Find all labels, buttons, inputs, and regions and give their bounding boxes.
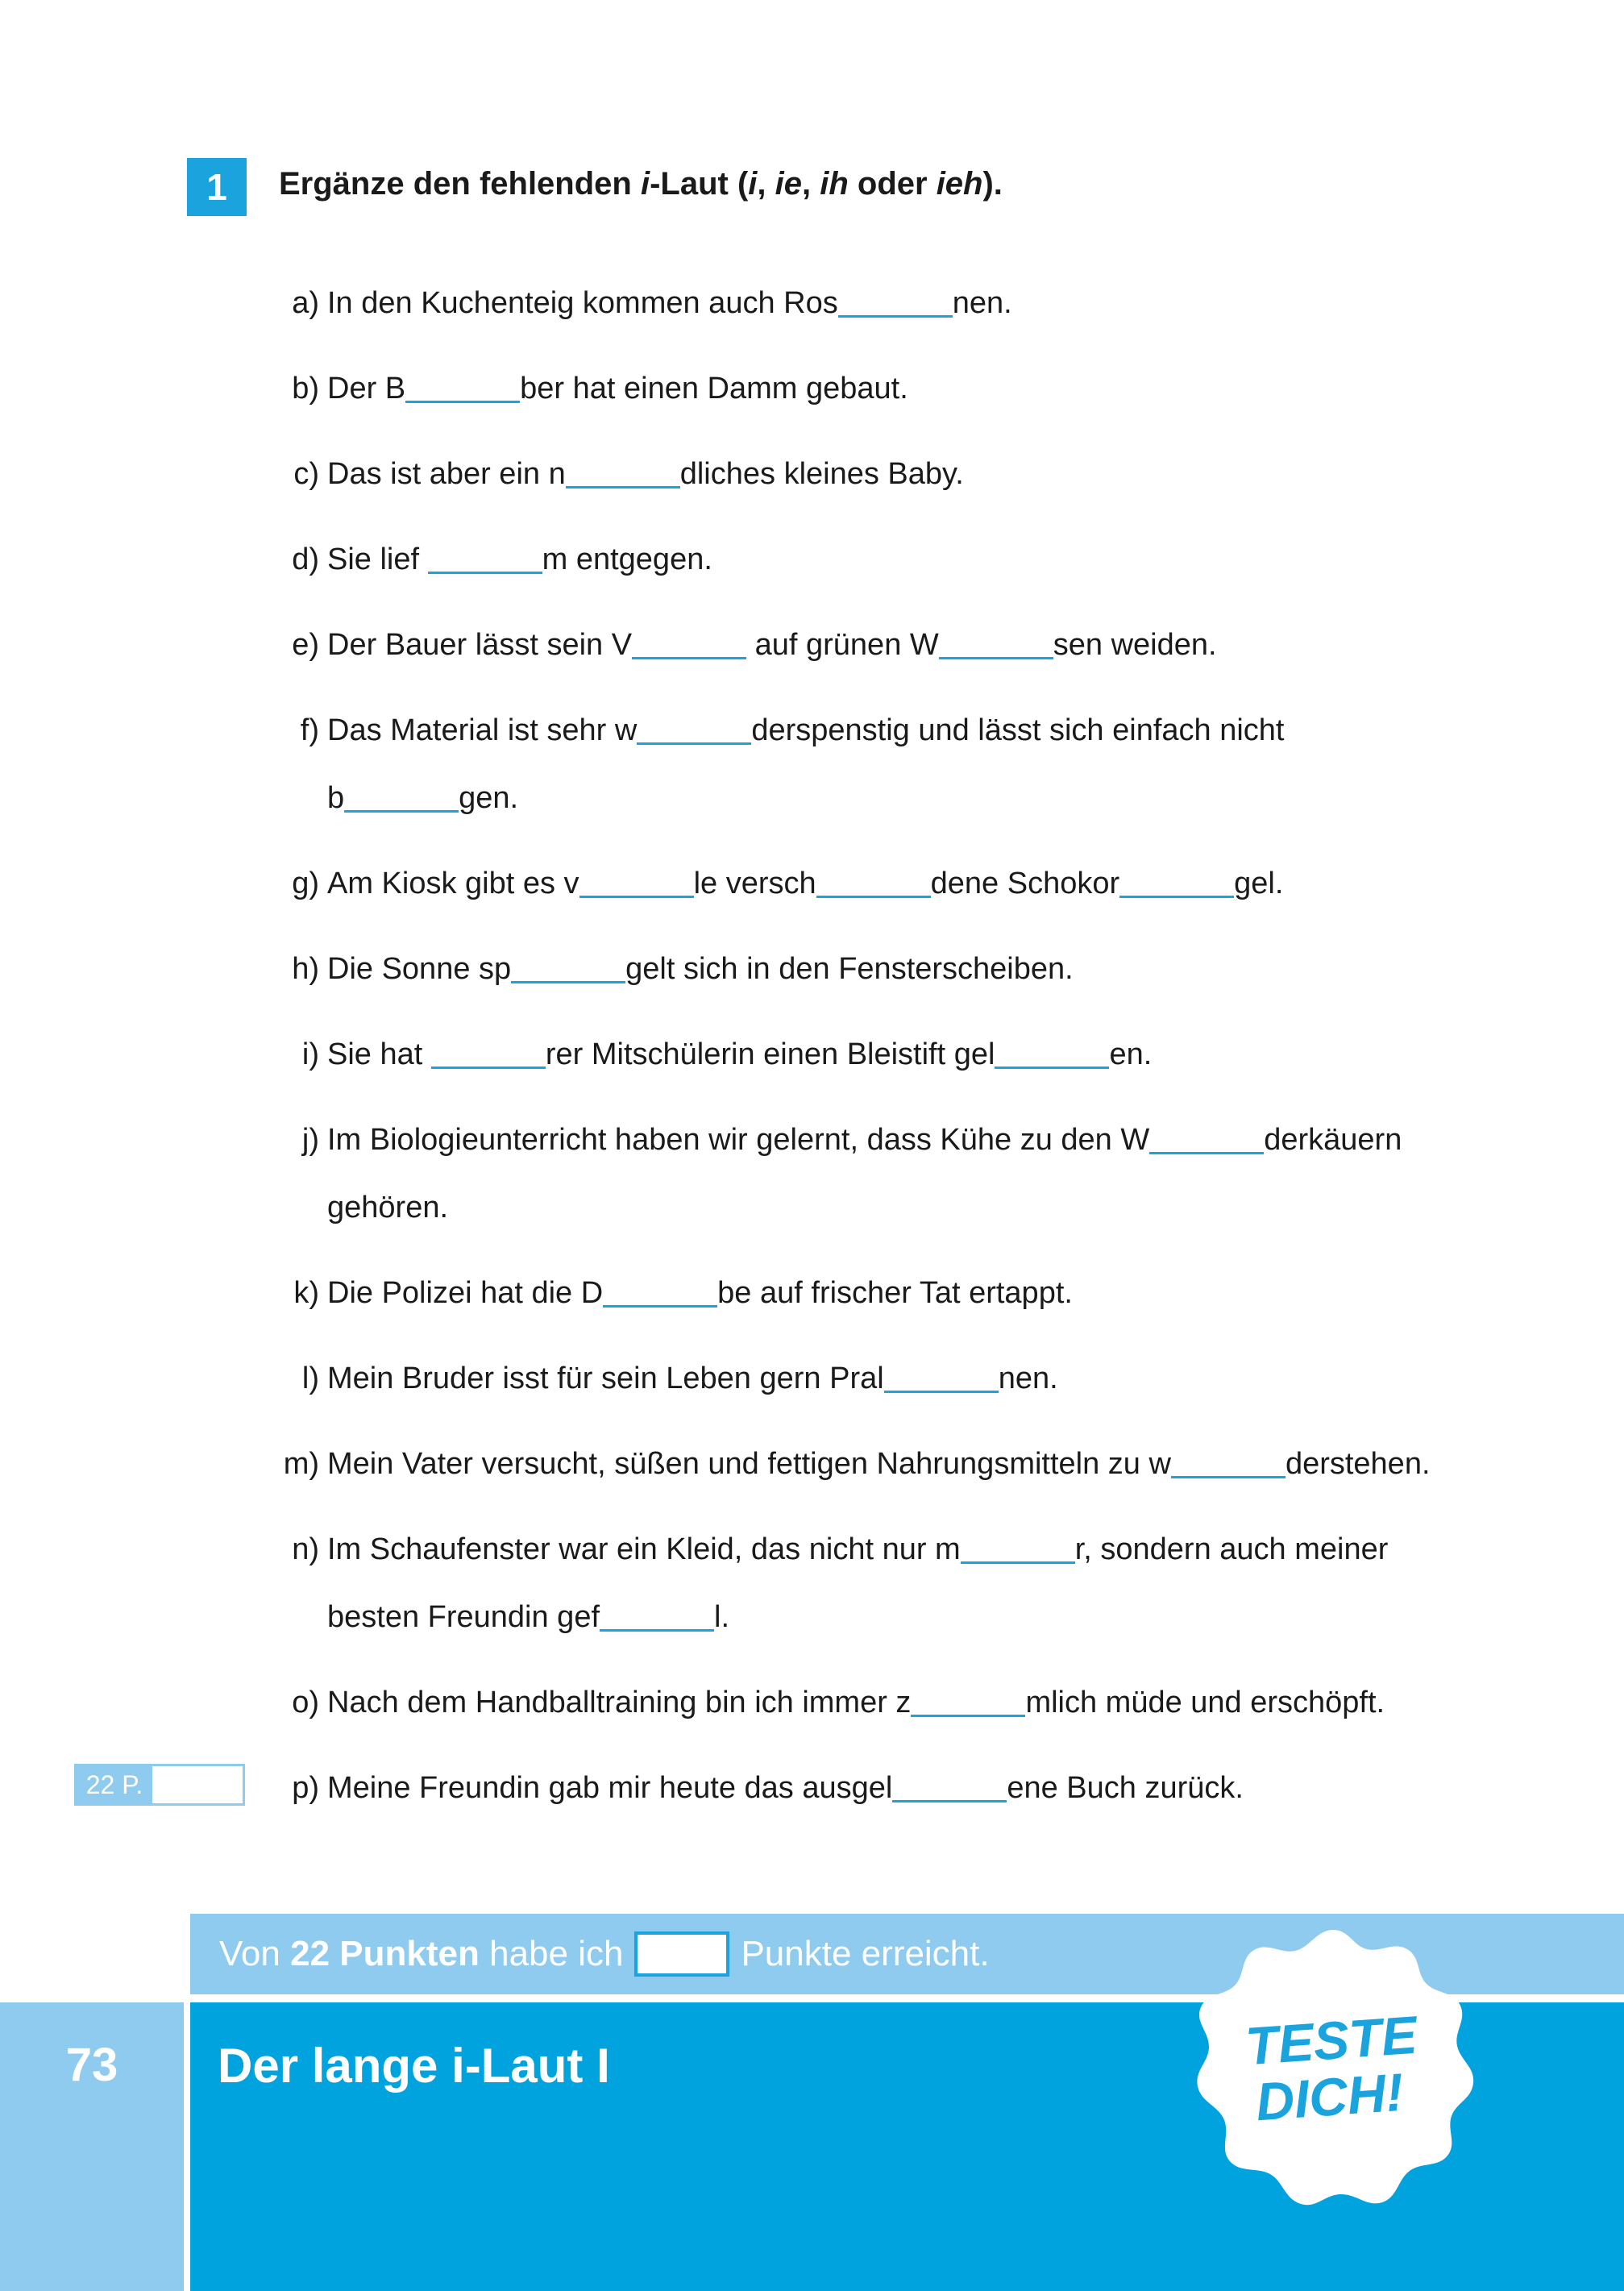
- fill-in-blank[interactable]: [344, 781, 459, 813]
- exercise-label: n): [292, 1532, 319, 1566]
- exercise-line: [266, 935, 1074, 1003]
- score-summary-bar: Von 22 Punkten habe ich Punkte erreicht.: [190, 1914, 1624, 1994]
- exercise-text: gelt sich in den Fensterscheiben.: [625, 952, 1074, 986]
- exercise-line: [266, 1430, 1431, 1498]
- exercise-line: [266, 1754, 1244, 1822]
- fill-in-blank[interactable]: [431, 1037, 546, 1069]
- exercise-text: gehören.: [327, 1191, 449, 1224]
- chapter-title: Der lange i-Laut I: [218, 2039, 610, 2093]
- exercise-item: [266, 1021, 1152, 1088]
- exercise-line: [266, 526, 712, 593]
- exercise-line: [266, 850, 1283, 917]
- exercise-text: ene Buch zurück.: [1007, 1771, 1244, 1805]
- exercise-label: l): [301, 1362, 319, 1395]
- exercise-item: [266, 526, 712, 593]
- exercise-text: ber hat einen Damm gebaut.: [520, 372, 908, 405]
- badge-text-line1: TESTE: [1244, 2004, 1419, 2077]
- exercise-text: Im Biologieunterricht haben wir gelernt, dass Kühe zu den W: [327, 1123, 1150, 1157]
- exercise-text: dene Schokor: [930, 867, 1120, 900]
- fill-in-blank[interactable]: [1171, 1447, 1285, 1478]
- exercise-text: le versch: [693, 867, 816, 900]
- exercise-text: In den Kuchenteig kommen auch Ros: [327, 286, 838, 320]
- teste-dich-badge: [1188, 1922, 1478, 2212]
- fill-in-blank[interactable]: [911, 1686, 1025, 1717]
- exercise-line: [266, 1669, 1385, 1736]
- exercise-text: derkäuern: [1264, 1123, 1402, 1157]
- exercise-item: [266, 1259, 1073, 1327]
- exercise-text: Das Material ist sehr w: [327, 713, 638, 747]
- exercise-label: p): [292, 1771, 319, 1805]
- exercise-item: [266, 935, 1074, 1003]
- exercise-line: [266, 1021, 1152, 1088]
- score-tag: [74, 1764, 245, 1806]
- fill-in-blank[interactable]: [632, 628, 746, 659]
- exercise-text: en.: [1109, 1037, 1153, 1071]
- exercise-text: Mein Vater versucht, süßen und fettigen Nahrungsmitteln zu w: [327, 1447, 1171, 1481]
- exercise-line: [266, 1106, 1402, 1174]
- exercise-line: [266, 269, 1012, 337]
- exercise-item: [266, 1430, 1431, 1498]
- exercise-label: a): [292, 286, 319, 320]
- task-instruction: Ergänze den fehlenden i-Laut (i, ie, ih oder ieh).: [279, 166, 1003, 202]
- score-points-label: 22 P.: [77, 1766, 152, 1803]
- task-number: 1: [187, 158, 247, 216]
- exercise-label: d): [292, 543, 319, 576]
- exercise-text: Sie hat: [327, 1037, 431, 1071]
- exercise-label: h): [292, 952, 319, 986]
- exercise-text: Sie lief: [327, 543, 428, 576]
- fill-in-blank[interactable]: [995, 1037, 1109, 1069]
- exercise-line: [266, 1516, 1388, 1583]
- exercise-text: derstehen.: [1285, 1447, 1431, 1481]
- exercise-label: f): [300, 713, 319, 747]
- exercise-text: dliches kleines Baby.: [679, 457, 964, 491]
- exercise-text: Das ist aber ein n: [327, 457, 566, 491]
- exercise-line: [266, 1259, 1073, 1327]
- fill-in-blank[interactable]: [1149, 1123, 1264, 1154]
- exercise-line: [266, 696, 1285, 764]
- exercise-text: Die Polizei hat die D: [327, 1276, 604, 1310]
- fill-in-blank[interactable]: [939, 628, 1053, 659]
- exercise-line: [266, 355, 908, 422]
- exercise-line: [266, 611, 1217, 679]
- exercise-label: e): [292, 628, 319, 662]
- exercise-text: gen.: [459, 781, 519, 815]
- exercise-text: nen.: [952, 286, 1012, 320]
- exercise-text: l.: [714, 1600, 730, 1634]
- fill-in-blank[interactable]: [405, 372, 520, 403]
- exercise-label: b): [292, 372, 319, 405]
- exercise-text: m entgegen.: [542, 543, 712, 576]
- exercise-label: j): [301, 1123, 319, 1157]
- exercise-item: [266, 1669, 1385, 1736]
- exercise-line: [266, 1583, 1388, 1651]
- exercise-text: Mein Bruder isst für sein Leben gern Pral: [327, 1362, 884, 1395]
- exercise-item: [266, 611, 1217, 679]
- exercise-text: mlich müde und erschöpft.: [1025, 1686, 1385, 1719]
- fill-in-blank[interactable]: [566, 457, 680, 489]
- fill-in-blank[interactable]: [1119, 867, 1234, 898]
- fill-in-blank[interactable]: [961, 1532, 1075, 1564]
- exercise-label: g): [292, 867, 319, 900]
- exercise-text: sen weiden.: [1053, 628, 1217, 662]
- exercise-text: Nach dem Handballtraining bin ich immer z: [327, 1686, 912, 1719]
- exercise-text: derspenstig und lässt sich einfach nicht: [751, 713, 1285, 747]
- exercise-text: Meine Freundin gab mir heute das ausgel: [327, 1771, 893, 1805]
- exercise-text: Im Schaufenster war ein Kleid, das nicht nur m: [327, 1532, 961, 1566]
- exercise-label: m): [283, 1447, 319, 1481]
- exercise-text: Der Bauer lässt sein V: [327, 628, 633, 662]
- exercise-item: [266, 696, 1285, 832]
- exercise-text: Der B: [327, 372, 406, 405]
- fill-in-blank[interactable]: [838, 286, 953, 318]
- score-entry-box[interactable]: [152, 1766, 243, 1803]
- exercise-item: [266, 1754, 1244, 1822]
- exercise-text: besten Freundin gef: [327, 1600, 600, 1634]
- exercise-text: nen.: [998, 1362, 1058, 1395]
- exercise-item: [266, 1516, 1388, 1651]
- exercise-item: [266, 850, 1283, 917]
- exercise-text: gel.: [1234, 867, 1284, 900]
- fill-in-blank[interactable]: [603, 1276, 717, 1308]
- fill-in-blank[interactable]: [892, 1771, 1007, 1802]
- exercise-label: o): [292, 1686, 319, 1719]
- exercise-item: [266, 355, 908, 422]
- exercise-line: [266, 764, 1285, 832]
- score-summary-input[interactable]: [634, 1931, 729, 1977]
- fill-in-blank[interactable]: [511, 952, 625, 983]
- fill-in-blank[interactable]: [884, 1362, 999, 1393]
- badge-text-line2: DICH!: [1253, 2061, 1406, 2132]
- exercise-text: rer Mitschülerin einen Bleistift gel: [545, 1037, 995, 1071]
- fill-in-blank[interactable]: [637, 713, 751, 745]
- exercise-item: [266, 1106, 1402, 1241]
- exercise-text: Die Sonne sp: [327, 952, 512, 986]
- exercise-line: [266, 1174, 1402, 1241]
- exercise-label: i): [301, 1037, 319, 1071]
- exercise-label: k): [293, 1276, 319, 1310]
- exercise-line: [266, 1345, 1058, 1412]
- fill-in-blank[interactable]: [600, 1600, 714, 1632]
- exercise-text: be auf frischer Tat ertappt.: [717, 1276, 1073, 1310]
- exercise-line: [266, 440, 964, 508]
- exercise-item: [266, 440, 964, 508]
- exercise-text: Am Kiosk gibt es v: [327, 867, 579, 900]
- page-number: 73: [65, 2039, 118, 2091]
- exercise-label: c): [293, 457, 319, 491]
- exercise-item: [266, 1345, 1058, 1412]
- fill-in-blank[interactable]: [428, 543, 542, 574]
- exercise-text: auf grünen W: [746, 628, 939, 662]
- fill-in-blank[interactable]: [579, 867, 694, 898]
- exercise-item: [266, 269, 1012, 337]
- fill-in-blank[interactable]: [816, 867, 931, 898]
- exercise-text: b: [327, 781, 345, 815]
- exercise-text: r, sondern auch meiner: [1074, 1532, 1389, 1566]
